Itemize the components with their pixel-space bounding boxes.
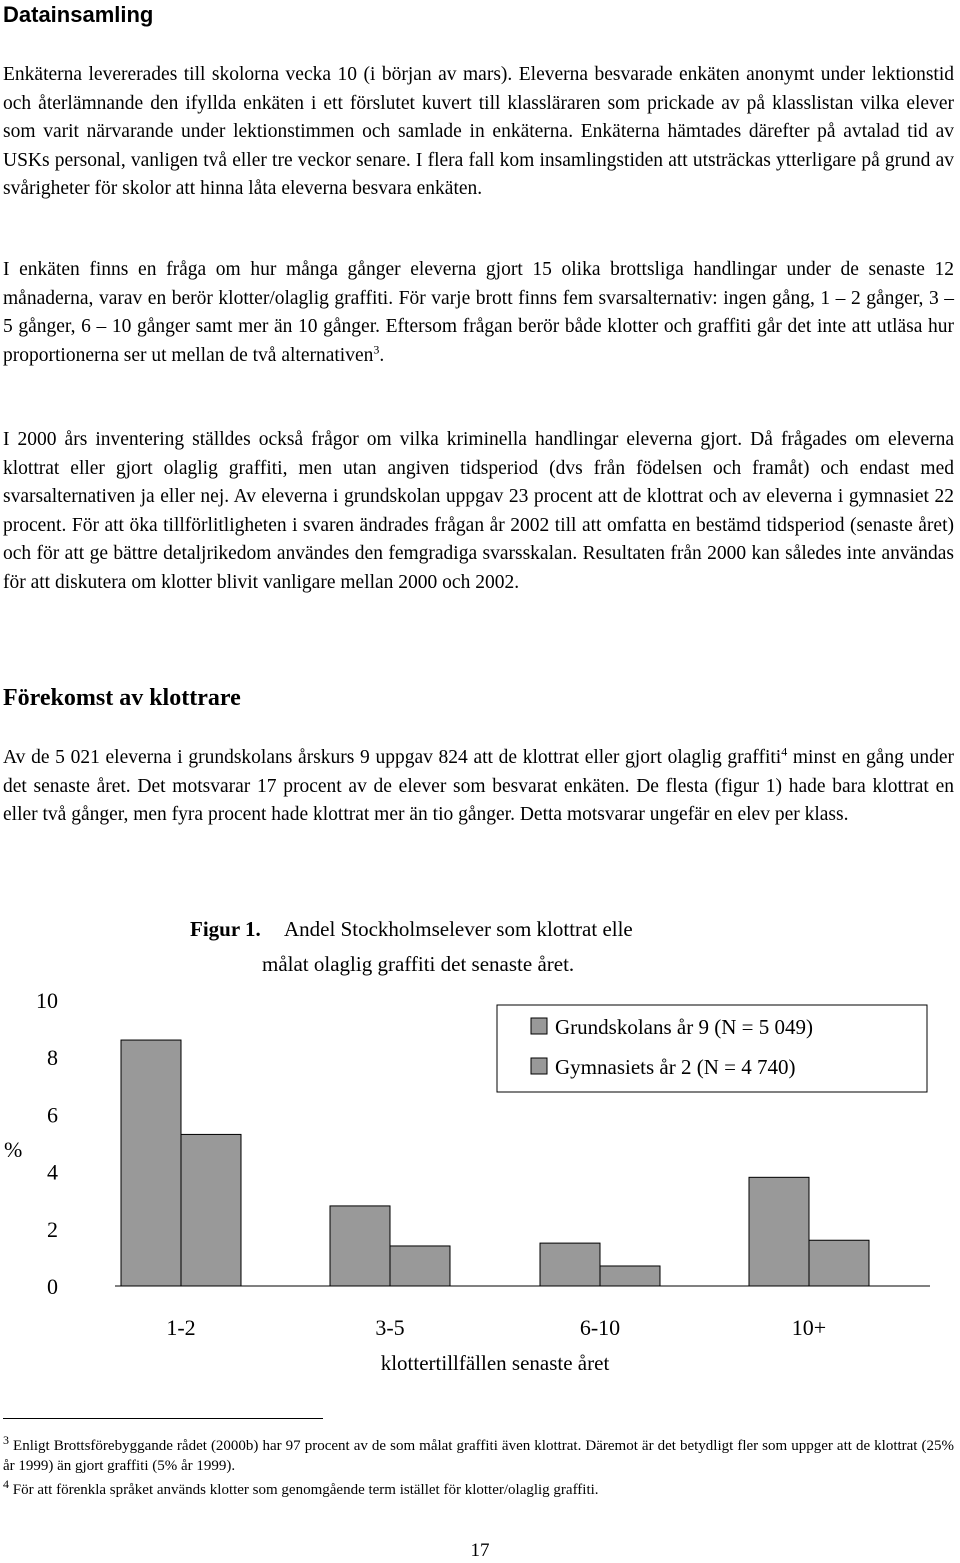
paragraph-4-text-b: minst en gång under det senaste året. Det motsvarar 17 procent av de elever som besvarat enkäten. De flesta (figur 1) hade bara klottrat en eller två gånger, men fyra procent hade klottrat mer än tio gånger. Detta motsvarar ungefär en elev per klass. — [3, 747, 954, 826]
footnote-4-number: 4 — [3, 1477, 9, 1491]
legend-label-gymnasium: Gymnasiets år 2 (N = 4 740) — [555, 1055, 796, 1079]
paragraph-1 — [3, 61, 954, 204]
legend-swatch-grundskola — [531, 1018, 547, 1034]
y-tick-6: 6 — [47, 1102, 58, 1128]
legend-label-grundskola: Grundskolans år 9 (N = 5 049) — [555, 1015, 813, 1039]
footnote-ref-4: 4 — [781, 744, 788, 759]
paragraph-4-text-a: Av de 5 021 eleverna i grundskolans årskurs 9 uppgav 824 att de klottrat eller gjort olaglig graffiti — [3, 747, 782, 768]
y-tick-8: 8 — [47, 1045, 58, 1071]
chart-title-label: Figur 1. — [190, 917, 261, 941]
y-tick-labels — [36, 988, 58, 1299]
chart-x-axis-label: klottertillfällen senaste året — [380, 1351, 610, 1375]
paragraph-2-end: . — [379, 344, 385, 366]
y-tick-0: 0 — [47, 1274, 58, 1299]
bar-6-10-gymnasium — [600, 1266, 660, 1286]
paragraph-3: I 2000 års inventering ställdes också frågor om vilka kriminella handlingar eleverna gjort. Då frågades om eleverna klottrat eller gjort olaglig graffiti, men utan angiven tidsperiod (dvs från födelsen och framåt) och endast med svarsalternativen ja eller nej. Av eleverna i grundskolan uppgav 23 procent att de klottrat och av eleverna i gymnasiet 22 procent. För att öka tillförlitligheten i svaren ändrades frågan år 2002 till att omfatta en bestämd tidsperiod (senaste året) och för att ge bättre detaljrikedom användes den femgradiga svarsskalan. Resultaten från 2000 kan således inte användas för att diskutera om klotter blivit vanligare mellan 2000 och 2002. — [3, 429, 954, 593]
section-heading-forekomst: Förekomst av klottrare — [3, 685, 241, 711]
paragraph-1-text-a: Enkäterna levererades till skolorna vecka 10 (i början av mars). Eleverna besvarade enkäten anonymt under lektionstid och återlämnande den ifyllda enkäten i ett förslutet kuvert till klassläraren som prickade av på klasslistan vilka elever som varit närvarande under lektionstimmen och samlade in enkäterna. Enkäterna hämtades därefter på avtalad tid av USKs personal, vanligen två eller tre veckor senare. — [3, 64, 954, 171]
chart-title-line2: målat olaglig graffiti det senaste året. — [262, 952, 575, 976]
bar-1-2-gymnasium — [181, 1134, 241, 1286]
x-tick-labels — [166, 1315, 826, 1340]
y-tick-2: 2 — [47, 1216, 58, 1242]
section-heading-datainsamling: Datainsamling — [3, 2, 154, 27]
chart-legend — [497, 1005, 927, 1092]
bar-3-5-gymnasium — [390, 1246, 450, 1286]
footnote-divider — [3, 1418, 323, 1419]
x-tick-10+: 10+ — [791, 1315, 827, 1340]
x-tick-6-10: 6-10 — [579, 1315, 621, 1340]
bar-1-2-grundskola — [121, 1040, 181, 1286]
footnote-3 — [3, 1433, 954, 1476]
x-tick-1-2: 1-2 — [166, 1315, 196, 1340]
footnote-ref-3: 3 — [373, 342, 380, 357]
page-number: 17 — [470, 1540, 490, 1561]
bar-3-5-grundskola — [330, 1206, 390, 1286]
bar-6-10-grundskola — [540, 1243, 600, 1286]
chart-title-line1: Andel Stockholmselever som klottrat elle — [284, 917, 633, 941]
footnote-3-text: Enligt Brottsförebyggande rådet (2000b) har 97 procent av de som målat graffiti även klottrat. Däremot är det betydligt fler som uppger att de klottrat (25% år 1999) än gjort graffiti (5% år 1999). — [3, 1438, 954, 1474]
y-tick-4: 4 — [47, 1159, 58, 1185]
bar-10+-grundskola — [749, 1177, 809, 1286]
paragraph-1-text-b: I flera fall kom insamlingstiden att utsträckas ytterligare på grund av svårigheter för skolor att hinna låta eleverna besvara enkäten. — [3, 149, 955, 200]
footnote-3-number: 3 — [3, 1433, 9, 1447]
x-tick-3-5: 3-5 — [375, 1315, 405, 1340]
y-tick-10: 10 — [36, 988, 58, 1013]
paragraph-4 — [3, 744, 954, 830]
chart-y-axis-label: % — [4, 1137, 23, 1162]
paragraph-2-text: I enkäten finns en fråga om hur många gånger eleverna gjort 15 olika brottsliga handlingar under de senaste 12 månaderna, varav en berör klotter/olaglig graffiti. För varje brott finns fem svarsalternativ: ingen gång, 1 – 2 gånger, 3 – 5 gånger, 6 – 10 gånger samt mer än 10 gånger. Eftersom frågan berör både klotter och graffiti går det inte att utläsa hur proportionerna ser ut mellan de två alternativen — [3, 259, 954, 366]
legend-swatch-gymnasium — [531, 1058, 547, 1074]
paragraph-2 — [3, 256, 954, 370]
footnote-4 — [3, 1477, 954, 1500]
figure-1-chart — [0, 905, 960, 1375]
bar-10+-gymnasium — [809, 1240, 869, 1286]
footnote-4-text: För att förenkla språket används klotter som genomgående term istället för klotter/olaglig graffiti. — [12, 1482, 599, 1498]
